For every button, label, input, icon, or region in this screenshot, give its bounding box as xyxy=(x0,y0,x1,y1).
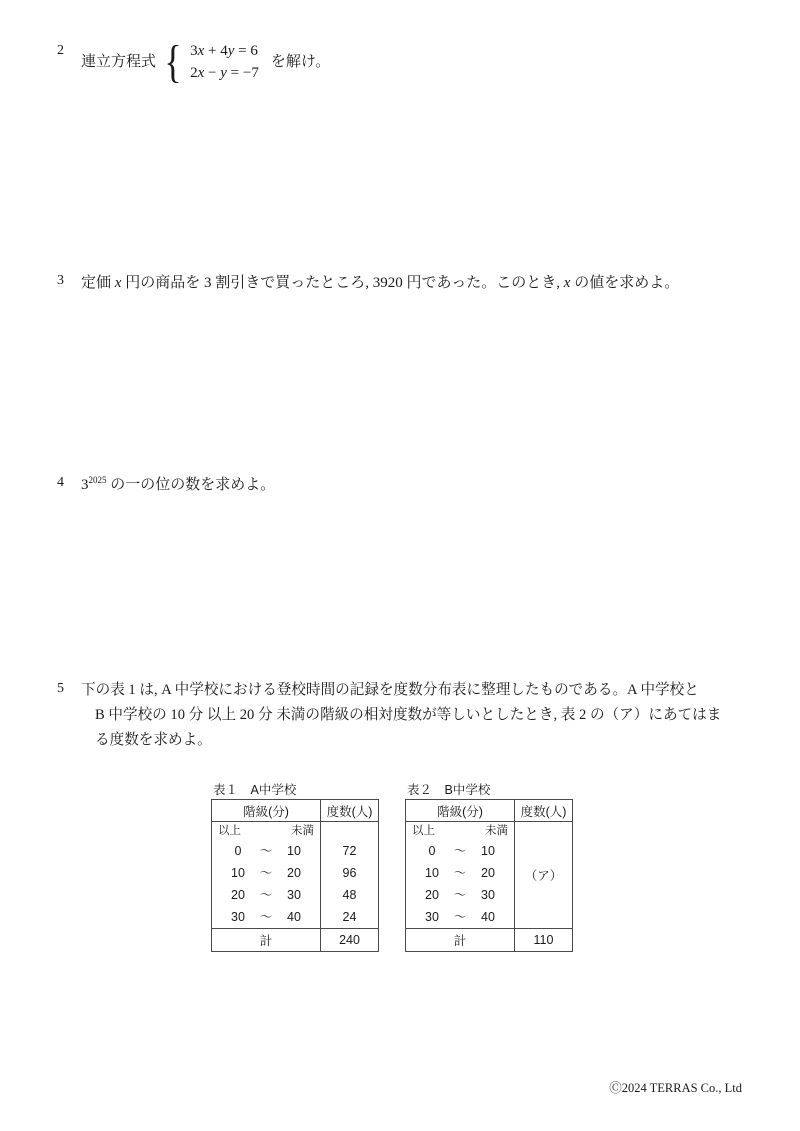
table-2-total-label: 計 xyxy=(406,929,515,952)
table-2-class-0 xyxy=(406,840,515,862)
table-1-header-row xyxy=(212,800,379,822)
table-2-header-class: 階級(分) xyxy=(406,800,515,822)
table-2-class-1 xyxy=(406,862,515,884)
problem-5-body xyxy=(81,678,747,753)
table-2-lo-1: 10 xyxy=(425,866,439,880)
table-2-class-3 xyxy=(406,906,515,929)
problem-3-variable-x: x xyxy=(114,275,122,291)
table-2-total-value: 110 xyxy=(515,929,573,952)
table-2-header-row xyxy=(406,800,573,822)
table-1-lo-2: 20 xyxy=(231,888,245,902)
equation-line-1: 3x + 4y = 6 xyxy=(190,43,258,59)
table-1-freq-0: 72 xyxy=(321,840,379,862)
table-2-lo-2: 20 xyxy=(425,888,439,902)
copyright-footer: Ⓒ​2024 TERRAS Co., Ltd xyxy=(609,1081,742,1095)
problem-3-text-a: 定価 xyxy=(81,275,115,291)
table-2-tilde-2: ～ xyxy=(453,888,467,902)
table-1-hi-3: 40 xyxy=(287,910,301,924)
problem-5-line-1: 下の表 1 は, A 中学校における登校時間の記録を度数分布表に整理したものである。A 中学校と xyxy=(81,682,699,698)
problem-4-body xyxy=(81,472,275,498)
table-1-freq-3: 24 xyxy=(321,906,379,929)
frequency-tables xyxy=(211,782,573,952)
problem-2-body xyxy=(81,36,331,87)
left-brace-icon: { xyxy=(164,36,182,87)
table-2-lo-3: 30 xyxy=(425,910,439,924)
problem-2 xyxy=(57,36,331,87)
table-2-caption: 表２ B中学校 xyxy=(407,783,491,797)
table-1-header-class: 階級(分) xyxy=(212,800,321,822)
problem-4-exponent: 2025 xyxy=(88,475,107,485)
table-2-subheader-class xyxy=(406,822,515,841)
table-2-sub-lower: 以上 xyxy=(412,824,435,837)
table-1-sub-upper: 未満 xyxy=(291,824,314,837)
table-1-tilde-1: ～ xyxy=(259,866,273,880)
table-1-class-2 xyxy=(212,884,321,906)
table-1-hi-0: 10 xyxy=(287,844,301,858)
table-2-hi-3: 40 xyxy=(481,910,495,924)
problem-5 xyxy=(57,678,747,753)
table-2-hi-0: 10 xyxy=(481,844,495,858)
table-1-lo-0: 0 xyxy=(234,844,242,858)
equation-system xyxy=(162,36,259,87)
table-1-tilde-3: ～ xyxy=(259,910,273,924)
problem-2-lead-text: 連立方程式 xyxy=(81,54,157,70)
table-1-tilde-0: ～ xyxy=(259,844,273,858)
problem-5-line-3: る度数を求めよ。 xyxy=(95,732,212,748)
problem-4-base: 3 xyxy=(81,477,89,493)
table-2-hi-2: 30 xyxy=(481,888,495,902)
table-1-subheader-class xyxy=(212,822,321,841)
problem-4 xyxy=(57,472,275,498)
table-1-block xyxy=(211,782,379,952)
problem-3-text-c: の値を求めよ。 xyxy=(570,275,680,291)
table-1-total-row xyxy=(212,929,379,952)
table-2-sub-upper: 未満 xyxy=(485,824,508,837)
table-2-header-freq: 度数(人) xyxy=(515,800,573,822)
problem-3 xyxy=(57,270,679,296)
table-1-hi-1: 20 xyxy=(287,866,301,880)
table-1-class-1 xyxy=(212,862,321,884)
table-1-caption: 表１ A中学校 xyxy=(213,783,297,797)
table-1-class-3 xyxy=(212,906,321,929)
problem-2-instruction: を解け。 xyxy=(270,54,331,70)
table-1 xyxy=(211,799,379,952)
table-2-total-row xyxy=(406,929,573,952)
table-2-hi-1: 20 xyxy=(481,866,495,880)
equation-line-2: 2x − y = −7 xyxy=(190,65,259,81)
table-1-lo-3: 30 xyxy=(231,910,245,924)
problem-3-body xyxy=(81,270,679,296)
table-1-freq-1: 96 xyxy=(321,862,379,884)
problem-3-number: 3 xyxy=(57,273,64,288)
table-row xyxy=(212,862,379,884)
table-2-tilde-1: ～ xyxy=(453,866,467,880)
problem-3-variable-x2: x xyxy=(563,275,571,291)
table-1-subheader-freq-blank xyxy=(321,822,379,841)
table-2-answer-cell: （ア） xyxy=(515,822,573,929)
table-2-tilde-0: ～ xyxy=(453,844,467,858)
table-1-sub-lower: 以上 xyxy=(218,824,241,837)
table-row xyxy=(212,840,379,862)
table-2 xyxy=(405,799,573,952)
table-2-class-2 xyxy=(406,884,515,906)
table-1-freq-2: 48 xyxy=(321,884,379,906)
table-row xyxy=(212,884,379,906)
table-1-total-value: 240 xyxy=(321,929,379,952)
table-1-tilde-2: ～ xyxy=(259,888,273,902)
table-1-total-label: 計 xyxy=(212,929,321,952)
table-1-class-0 xyxy=(212,840,321,862)
problem-5-line-2: B 中学校の 10 分 以上 20 分 未満の階級の相対度数が等しいとしたとき, 表 2 の（ア）にあてはま xyxy=(95,707,722,723)
table-1-subheader-row xyxy=(212,822,379,841)
table-1-lo-1: 10 xyxy=(231,866,245,880)
table-2-tilde-3: ～ xyxy=(453,910,467,924)
table-1-hi-2: 30 xyxy=(287,888,301,902)
problem-5-number: 5 xyxy=(57,681,64,696)
problem-4-number: 4 xyxy=(57,475,64,490)
problem-3-text-b: 円の商品を 3 割引きで買ったところ, 3920 円であった。このとき, xyxy=(121,275,564,291)
table-2-subheader-row xyxy=(406,822,573,841)
equation-lines xyxy=(184,40,259,84)
table-row xyxy=(212,906,379,929)
problem-2-number: 2 xyxy=(57,43,64,58)
problem-4-tail: の一の位の数を求めよ。 xyxy=(106,477,276,493)
table-1-header-freq: 度数(人) xyxy=(321,800,379,822)
table-2-block xyxy=(405,782,573,952)
table-2-lo-0: 0 xyxy=(428,844,436,858)
